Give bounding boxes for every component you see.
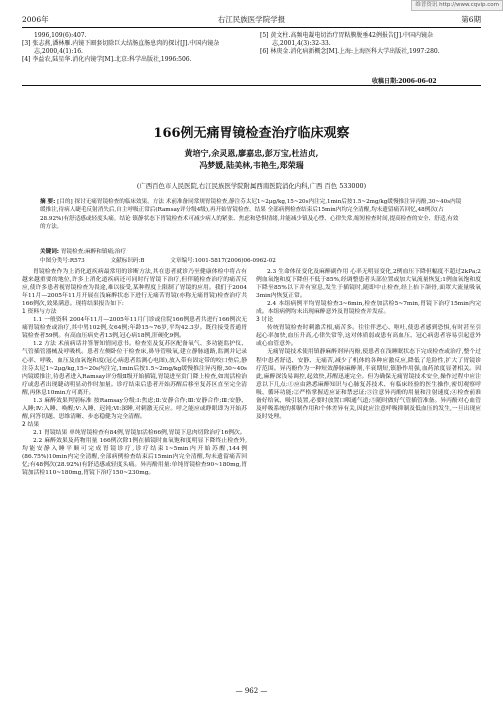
header-journal: 右江民族医学院学报 (217, 15, 286, 24)
body-paragraph: 2.4 本组病例平均胃镜检查3~6min,检查加活检5~7min,胃镜下治疗15min内完成。本组病例均未出现麻醉意外及胃镜检查并发症。 (256, 301, 481, 316)
author-line: 黄培宁,余灵恩,廖嘉忠,彭万宝,杜洁贞, (184, 148, 319, 158)
refs-right-column (260, 32, 481, 56)
body-paragraph: 胃镜检查作为上消化道疾病最常用的诊断方法,其在患者就诊乃至健康体检中将占有越来越重要的地位,许多上消化道疾病还可同时行胃镜下治疗,但伴随检查治疗的痛苦反应,使许多患者视胃镜检查为畏途,难以接受,某种程度上限制了胃镜的应用。我们于2004年11月—2005年11月开展在浅麻醉状态下进行无痛苦胃镜(亦称无痛胃镜)检查治疗共166例次,效果满意。现将结果报告如下: (22, 269, 247, 308)
section-heading: 1 资料与方法 (22, 309, 57, 316)
body-paragraph: 2.3 生命体征变化及麻醉副作用 心率无明显变化,2例血压下降但幅度不超过2kPa;2例血氧饱和度下降但不低于85%,经调整患者头部位置或加大氧流量恢复;1例血氧饱和度下降至85%以下并有窒息,发生于插镜时,随即中止检查,经上抬下颌骨,面罩大流量吸氧3min内恢复正常。 (256, 269, 481, 300)
keywords-label: 关键词: (40, 249, 60, 255)
received-date: 收稿日期:2006-06-02 (372, 78, 437, 85)
ref-item: [3] 张志燕,潘林雁.内镜下圈套切除巨大结肠直肠息肉的探讨[J].中国内镜杂志,2000,4(1):16. (22, 40, 220, 55)
body-paragraph: 1.1 一般资料 2004年11月—2005年11月门诊或住院166例患者共进行166例次无痛胃镜检查或治疗,其中男102例,女64例;年龄15~76岁,平均42.3岁。既往接受普通胃镜检查者59例。有高血压病史者13例,冠心病18例,肝硬化9例。 (22, 317, 247, 340)
body-left-column (22, 268, 247, 477)
section-rule (22, 85, 481, 86)
header-rule (22, 27, 481, 28)
body-paragraph: 1.3 麻醉效果判别标准 按Ramsay分级:Ⅰ:焦虑;Ⅱ:安静合作;Ⅲ:安静合作;Ⅲ:安静、入睡;Ⅳ:入睡、唤醒;Ⅴ:入睡、迟钝;Ⅵ:深睡,对刺激无反应。呼之能应或睁眼即为开始苏醒,问答切题、思维清晰、步态稳健为完全清醒。 (22, 397, 247, 420)
body-paragraph: 1.2 方法 术前病话并签署知情同意书。检查室及复苏区配备氧气、多功能监护仪、气管插管器械及呼吸机。患者左侧卧位于检查床,鼻导管吸氧,建立静脉通路,监测并记录心率、呼吸、血压及血氧饱和度(冠心病患者监测心电图),放入带有固定带的咬口垫后,静注芬太尼1~2μg/kg,15~20s内注完,1min后按1.5~2mg/kg缓慢推注异丙酚,30~40s内镜缓推注,待患者进入Ramsay评分级Ⅱ级开始插镜,胃镜进至贲门降上检查,如需活检治疗或患者出现睫动明显动作时加量。诊疗结束后患者开始苏醒后移至复苏区直至完全清醒,再休息10min方可离开。 (22, 341, 247, 396)
section-heading: 3 讨论 (256, 317, 274, 324)
article-title: 166例无痛胃镜检查治疗临床观察 (153, 126, 350, 141)
keywords (40, 247, 462, 255)
affiliation: (广西百色市人民医院,右江民族医学院附属西南医院消化内科,广西 百色 533000) (136, 182, 367, 190)
classification-line (40, 256, 462, 264)
author-list (0, 147, 503, 171)
abstract (40, 198, 462, 232)
author-line: 冯梦媛,陆美林,韦艳生,郑荣瑞 (199, 160, 304, 170)
document-code: 文献标识码:B (110, 258, 145, 264)
ref-item: [4] 李益农,陆星华.消化内镜学[M].北京:科学出版社,1996:506. (22, 56, 192, 63)
references-continued (22, 32, 481, 82)
body-paragraph: 2.2 麻醉效果及药物用量 166例次除1例在插镜时血氧饱和度明显下降终止检查外,均能安静入睡平顺可完成胃镜诊疗,诊疗结束1~5min内开始苏醒,144例(86.75%)10min内完全清醒,全部病例检查结束后15min内完全清醒,均未遗留痛苦回忆;有48例次(28.92%)有舒适感或轻度头痛。异丙酚用量:单纯胃镜检查90~180mg,胃镜加活检110~180mg,胃镜下治疗150~230mg。 (22, 437, 247, 477)
running-header (22, 14, 481, 24)
ref-item: [6] 林庚金.消化病新概念[M].上海:上海医科大学出版社,1997:280. (260, 48, 440, 55)
body-paragraph: 2.1 胃镜结果 单纯胃镜检查有84例,胃镜加活检66例,胃镜下息肉切除治疗16例次。 (33, 429, 246, 436)
ref-item: 1996,109(6):407. (34, 32, 87, 39)
page-number: — 962 — (235, 687, 268, 695)
body-paragraph: 传统胃镜检查时刺激舌根,痛苦多。往往伴恶心、呕吐,使患者感到恐惧,有时甚至引起心率加快,血压升高,心律失常等,这对体质弱或患有高血压、冠心病患者容易引起意外或心血管意外。 (256, 325, 481, 348)
refs-left-column (22, 32, 242, 64)
article-number: 文章编号:1001-5817(2006)06-0962-02 (170, 258, 276, 264)
watermark: 维普资讯 http://www.cqvip.com (411, 0, 503, 11)
keywords-text: 胃镜检查;麻醉和镇痛;治疗 (60, 249, 127, 255)
header-year: 2006年 (22, 15, 49, 24)
abstract-label: 摘 要: (40, 199, 56, 205)
ref-item: [5] 黄文柱.高频电凝电切治疗胃粘膜脱垂42例报告[J].中国内镜杂志,2001,4(3):32-33. (260, 32, 433, 47)
body-paragraph: 无痛胃镜技术使用镇静麻醉剂异丙酚,使患者在浅睡眠状态下完成检查或治疗,整个过程中患者舒适、安静、无痛苦,减少了机体的各种应激反应,降低了危险性,扩大了胃镜诊疗范围。异丙酚作为一种短效静脉麻醉剂,半衰期短,镇静作用强,血药浓度显著相关。因此,麻醉深浅易调控,起效快,苏醒迅速完全。但为确保无痛胃镜技术安全,操作过程中应注意以下几点:①应由熟悉麻醉知识与心肺复苏技术、有临床经验的医生操作,密切观察呼吸、循环功能;②严格掌握适应证和禁忌证;③注意异丙酚的用量和注射速度;④检查前准备好给氧、吸引装置,必要时放置口咽通气道;⑤随时做好气管插管准备。异丙酚对心血管及呼吸系统的抑制作用和个体差异有关,因此应注意呼吸抑制及低血压的发生,一旦出现应及时处理。 (256, 349, 481, 420)
clc-number: 中图分类号:R573 (40, 258, 85, 264)
abstract-text: [目的] 探讨无痛胃镜检查的临床效果。方法 术前准备同常规胃镜检查,静注芬太尼1~2μg/kg,15~20s内注完,1min后按1.5~2mg/kg缓慢推注异丙酚,30~40s内镜缓推注,待病人睫毛反射消失后,自主呼吸正常后(Ramsay评分级4级),再开始胃镜检查。结果 全部病例检查结束后15min内均完全清醒,均未遗留痛苦回忆,48例次(占28.92%)有舒适感或轻度头痛。结论 镇静状态下胃镜检查术可减少病人的紧张、焦虑和恐惧情绪,并能减少镇及心悸、心律失常,缩短检查时间,提高检查的安全、舒适,有效的方法。 (40, 199, 462, 231)
section-heading: 2 结果 (22, 421, 40, 428)
header-issue: 第6期 (461, 15, 481, 24)
body-right-column (256, 268, 481, 421)
